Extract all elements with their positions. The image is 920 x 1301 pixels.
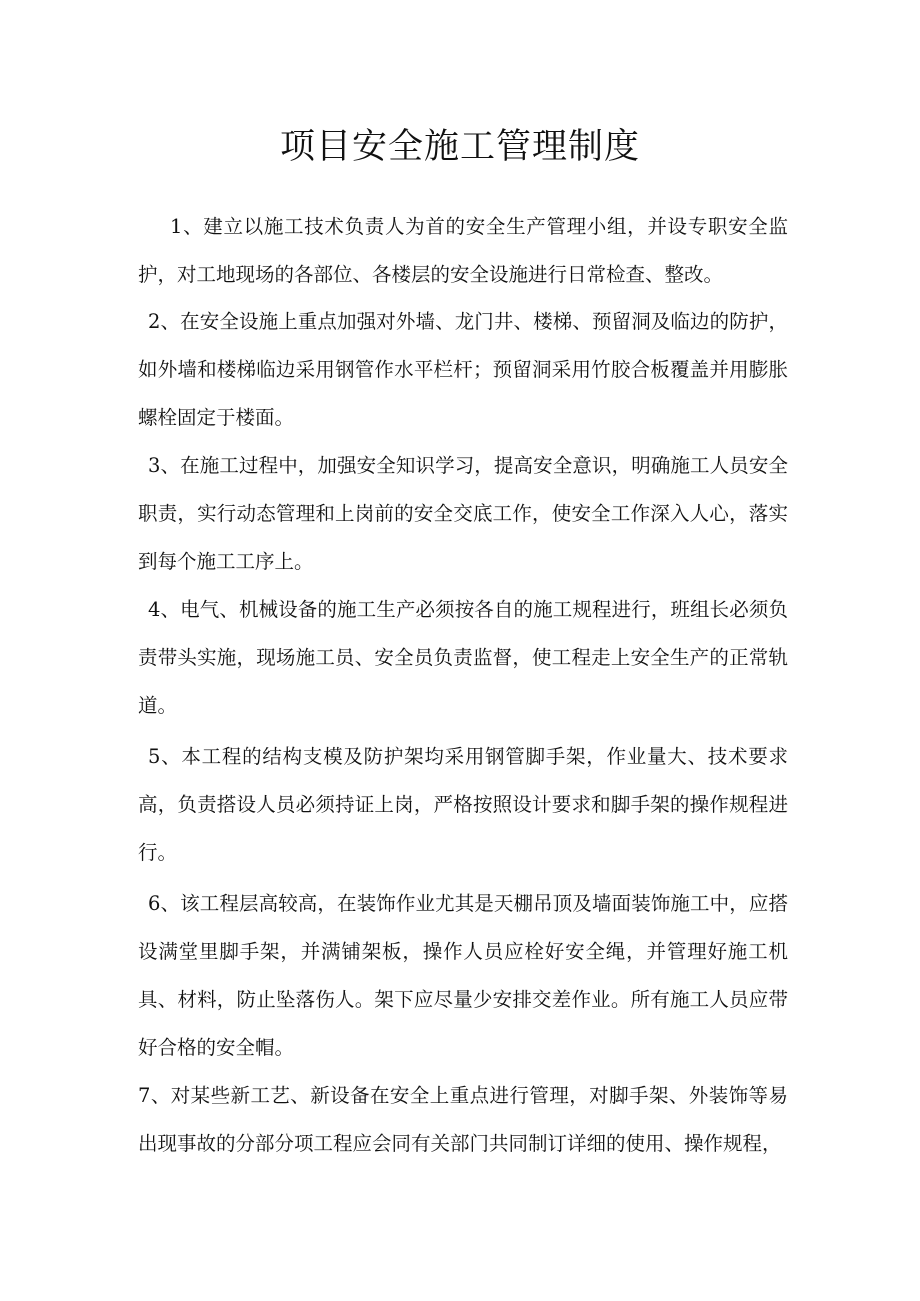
paragraph-5: 5、本工程的结构支模及防护架均采用钢管脚手架，作业量大、技术要求高，负责搭设人员必须持证上岗，严格按照设计要求和脚手架的操作规程进行。 — [138, 745, 788, 864]
paragraph-7: 7、对某些新工艺、新设备在安全上重点进行管理，对脚手架、外装饰等易出现事故的分部分项工程应会同有关部门共同制订详细的使用、操作规程， — [138, 1084, 788, 1155]
paragraph-3: 3、在施工过程中，加强安全知识学习，提高安全意识，明确施工人员安全职责，实行动态管理和上岗前的安全交底工作，使安全工作深入人心，落实到每个施工工序上。 — [138, 454, 788, 573]
paragraph-6: 6、该工程层高较高，在装饰作业尤其是天棚吊顶及墙面装饰施工中，应搭设满堂里脚手架，并满铺架板，操作人员应栓好安全绳，并管理好施工机具、材料，防止坠落伤人。架下应尽量少安排交差作业。所有施工人员应带好合格的安全帽。 — [138, 892, 788, 1059]
paragraph-4: 4、电气、机械设备的施工生产必须按各自的施工规程进行，班组长必须负责带头实施，现场施工员、安全员负责监督，使工程走上安全生产的正常轨道。 — [138, 598, 788, 717]
paragraph-2: 2、在安全设施上重点加强对外墙、龙门井、楼梯、预留洞及临边的防护，如外墙和楼梯临边采用钢管作水平栏杆；预留洞采用竹胶合板覆盖并用膨胀螺栓固定于楼面。 — [138, 310, 788, 429]
paragraph-1: 1、建立以施工技术负责人为首的安全生产管理小组，并设专职安全监护，对工地现场的各部位、各楼层的安全设施进行日常检查、整改。 — [138, 215, 788, 286]
document-title: 项目安全施工管理制度 — [279, 127, 640, 167]
